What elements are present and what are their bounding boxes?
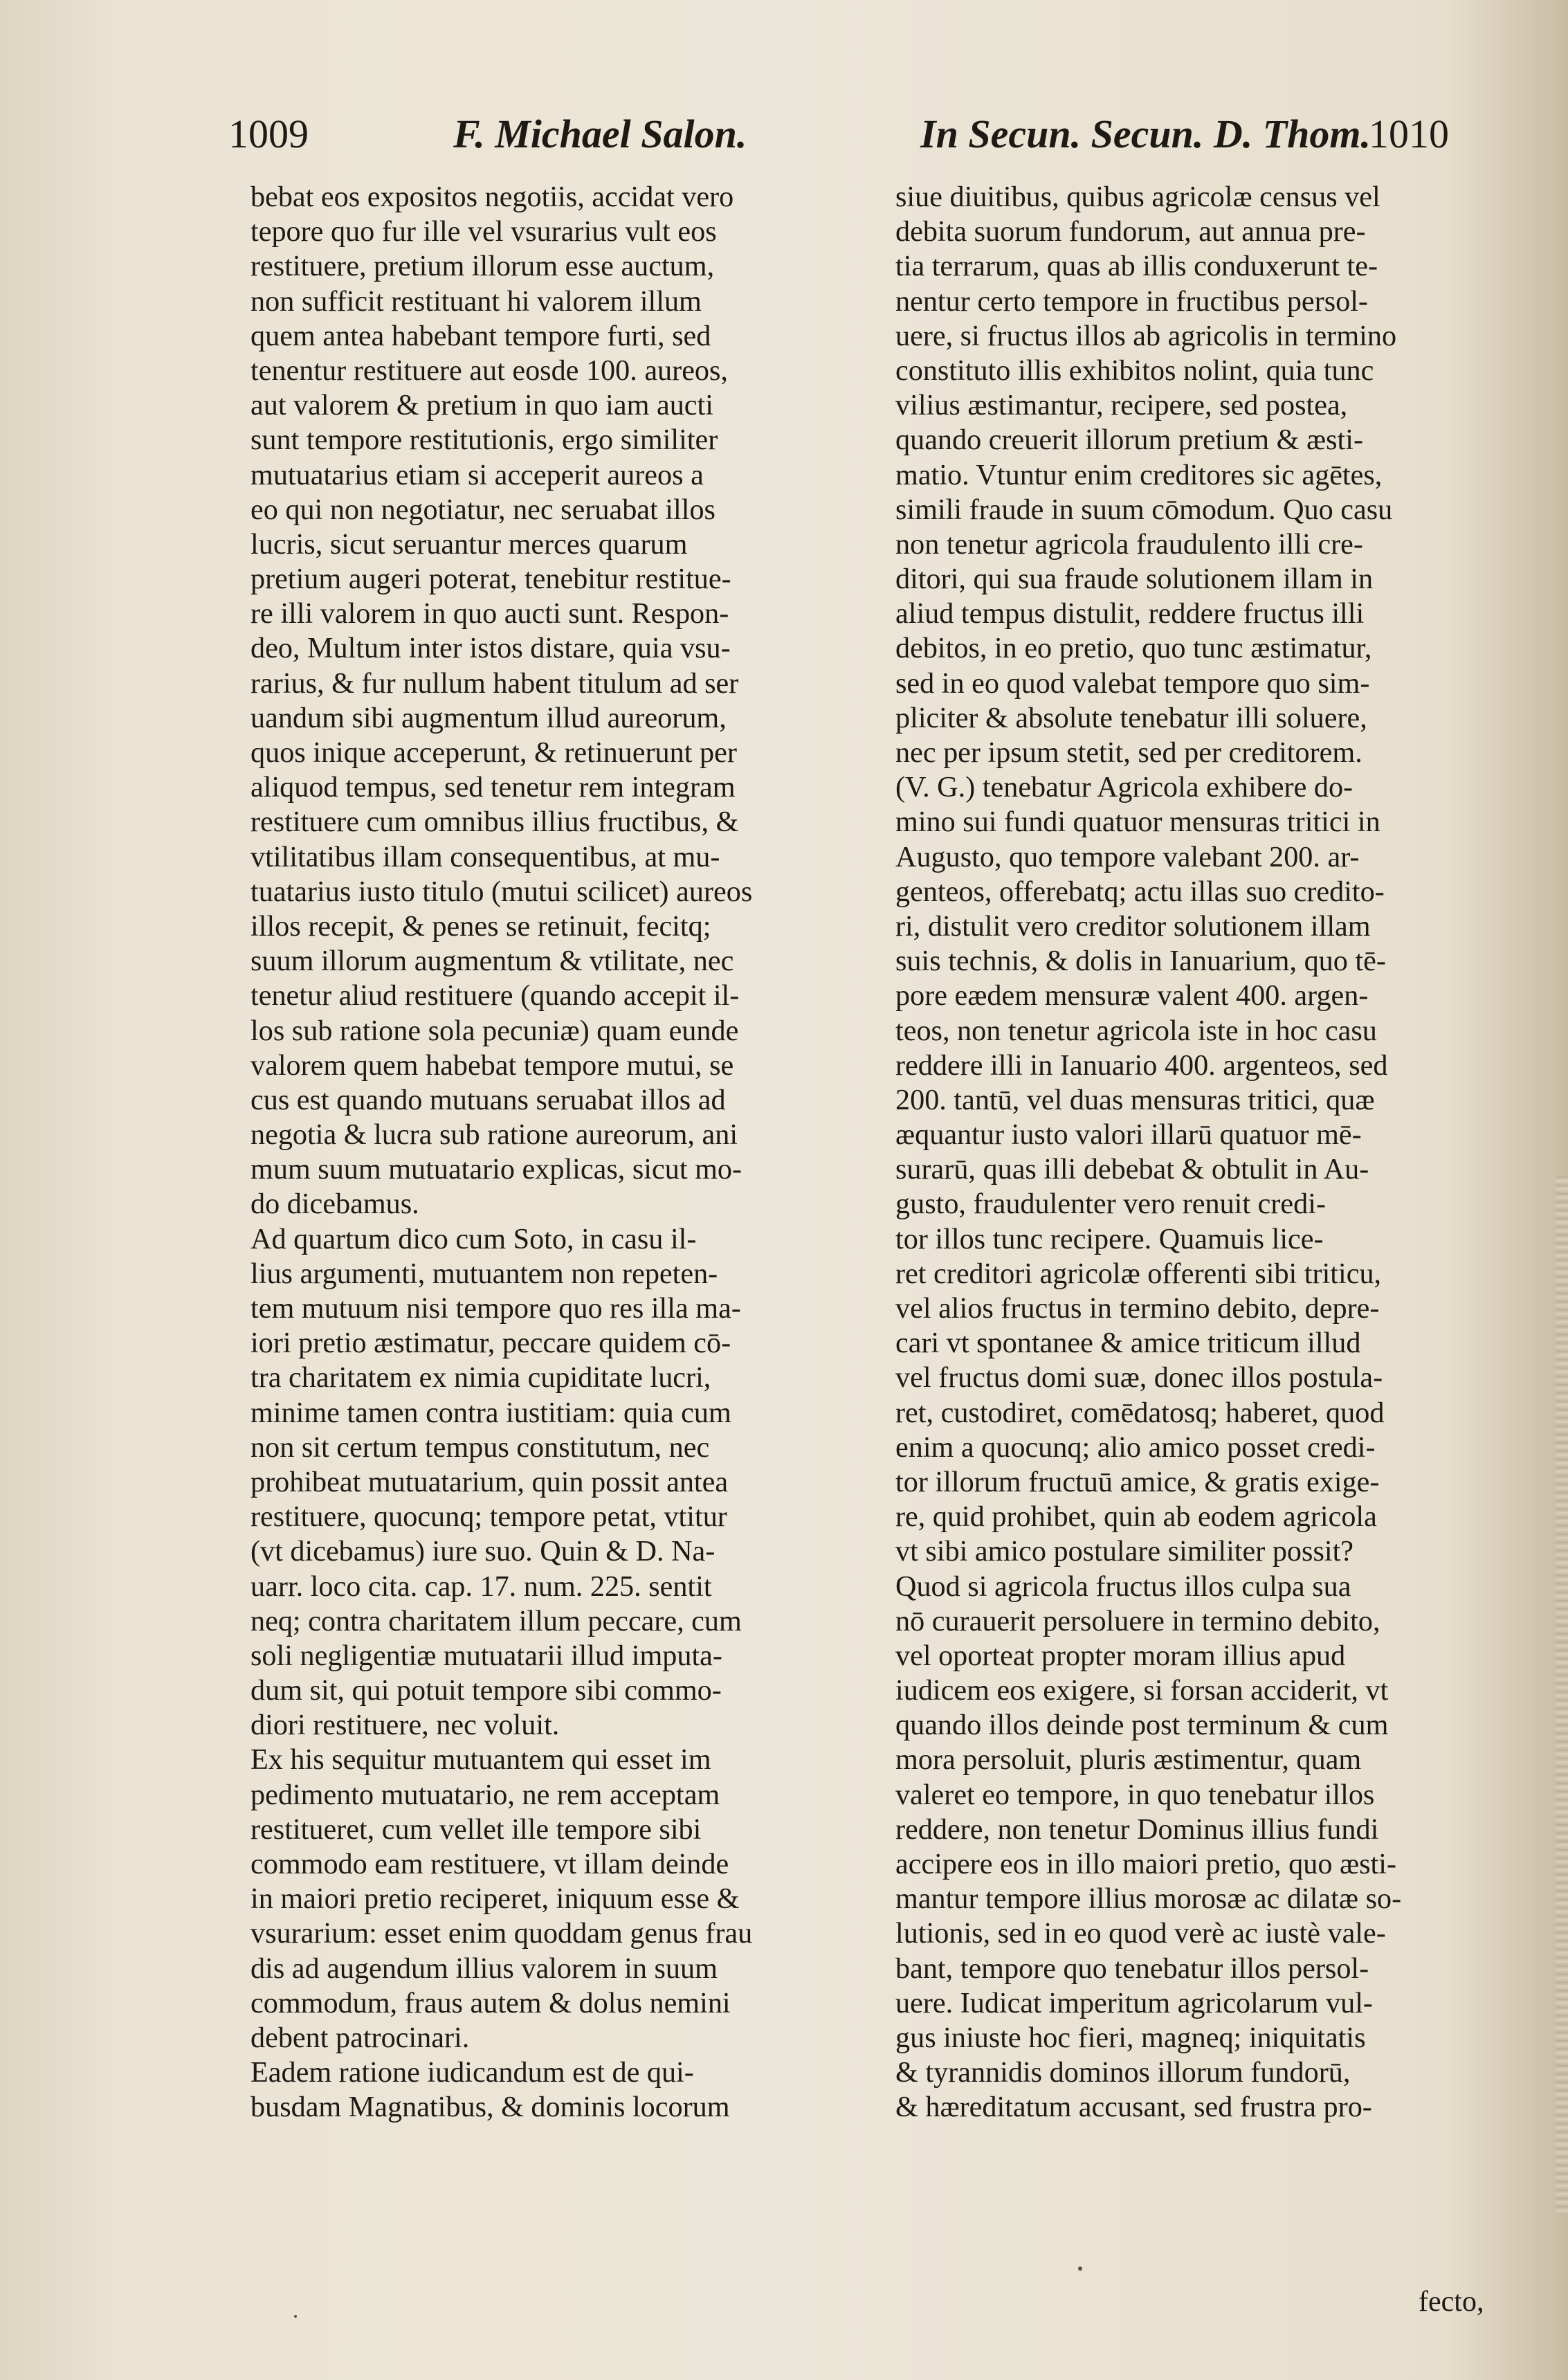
text-line: teos, non tenetur agricola iste in hoc casu <box>895 1014 1377 1047</box>
text-line: Ex his sequitur mutuantem qui esset im <box>250 1743 711 1777</box>
text-line: vsurarium: esset enim quoddam genus frau <box>250 1917 753 1950</box>
text-line: bant, tempore quo tenebatur illos persol- <box>895 1952 1369 1985</box>
text-line: ret, custodiret, comēdatosq; haberet, quod <box>895 1396 1385 1429</box>
text-line: nentur certo tempore in fructibus persol- <box>895 284 1368 318</box>
text-line: non tenetur agricola fraudulento illi cre- <box>895 527 1363 561</box>
text-line: soli negligentiæ mutuatarii illud imputa- <box>250 1639 722 1672</box>
text-line: aut valorem & pretium in quo iam aucti <box>250 389 713 422</box>
text-line: debita suorum fundorum, aut annua pre- <box>895 215 1366 248</box>
text-line: mora persoluit, pluris æstimentur, quam <box>895 1743 1362 1777</box>
text-line: vel alios fructus in termino debito, depre- <box>895 1292 1380 1325</box>
text-line: gus iniuste hoc fieri, magneq; iniquitatis <box>895 2021 1366 2054</box>
text-line: constituto illis exhibitos nolint, quia tunc <box>895 354 1374 387</box>
ink-speck <box>1078 2267 1082 2271</box>
text-line: commodum, fraus autem & dolus nemini <box>250 1986 731 2019</box>
text-line: mum suum mutuatario explicas, sicut mo- <box>250 1153 742 1186</box>
text-line: ditori, qui sua fraude solutionem illam in <box>895 563 1374 596</box>
text-line: pliciter & absolute tenebatur illi soluere, <box>895 701 1367 734</box>
text-line: (vt dicebamus) iure suo. Quin & D. Na- <box>250 1535 715 1568</box>
text-line: & tyrannidis dominos illorum fundorū, <box>895 2056 1351 2089</box>
page-number-right: 1010 <box>1369 111 1449 156</box>
text-line: simili fraude in suum cōmodum. Quo casu <box>895 493 1393 526</box>
text-line: dis ad augendum illius valorem in suum <box>250 1952 718 1985</box>
text-line: non sufficit restituant hi valorem illum <box>250 284 702 318</box>
text-line: vilius æstimantur, recipere, sed postea, <box>895 389 1348 422</box>
text-line: sunt tempore restitutionis, ergo similiter <box>250 424 718 457</box>
text-line: debitos, in eo pretio, quo tunc æstimatur, <box>895 632 1372 665</box>
text-line: do dicebamus. <box>250 1188 419 1221</box>
text-line: suis technis, & dolis in Ianuarium, quo tē- <box>895 945 1386 978</box>
text-line: prohibeat mutuatarium, quin possit antea <box>250 1465 729 1498</box>
text-line: tepore quo fur ille vel vsurarius vult eos <box>250 215 717 248</box>
text-line: lucris, sicut seruantur merces quarum <box>250 527 688 561</box>
catchword: fecto, <box>1419 2286 1484 2318</box>
text-line: siue diuitibus, quibus agricolæ census vel <box>895 181 1380 213</box>
text-line: quem antea habebant tempore furti, sed <box>250 319 711 352</box>
text-line: tenetur aliud restituere (quando accepit il- <box>250 979 740 1012</box>
text-line: deo, Multum inter istos distare, quia vsu- <box>250 632 731 665</box>
text-line: los sub ratione sola pecuniæ) quam eunde <box>250 1014 739 1047</box>
text-line: matio. Vtuntur enim creditores sic agētes, <box>895 458 1383 491</box>
text-line: re illi valorem in quo aucti sunt. Respon- <box>250 597 729 630</box>
text-line: vt sibi amico postulare similiter possit? <box>895 1535 1354 1568</box>
text-line: vtilitatibus illam consequentibus, at mu- <box>250 840 720 873</box>
text-line: gusto, fraudulenter vero renuit credi- <box>895 1188 1327 1221</box>
text-line: nec per ipsum stetit, sed per creditorem. <box>895 736 1362 769</box>
text-line: enim a quocunq; alio amico posset credi- <box>895 1430 1376 1464</box>
header-title-right: In Secun. Secun. D. Thom. <box>920 111 1371 156</box>
text-line: eo qui non negotiatur, nec seruabat illos <box>250 493 715 526</box>
text-line: lius argumenti, mutuantem non repeten- <box>250 1257 718 1290</box>
text-line: neq; contra charitatem illum peccare, cum <box>250 1604 742 1637</box>
text-line: (V. G.) tenebatur Agricola exhibere do- <box>895 771 1353 804</box>
text-line: non sit certum tempus constitutum, nec <box>250 1430 710 1464</box>
text-line: ret creditori agricolæ offerenti sibi triticu, <box>895 1257 1382 1290</box>
text-line: restitueret, cum vellet ille tempore sibi <box>250 1813 702 1846</box>
text-line: vel fructus domi suæ, donec illos postula- <box>895 1361 1383 1395</box>
text-line: suum illorum augmentum & vtilitate, nec <box>250 945 734 978</box>
text-line: tor illos tunc recipere. Quamuis lice- <box>895 1222 1324 1255</box>
text-line: cus est quando mutuans seruabat illos ad <box>250 1083 726 1116</box>
text-line: tuatarius iusto titulo (mutui scilicet) aureos <box>250 875 753 908</box>
text-column-right <box>895 180 1470 2125</box>
text-line: rarius, & fur nullum habent titulum ad ser <box>250 666 739 700</box>
text-line: uandum sibi augmentum illud aureorum, <box>250 701 727 734</box>
running-header <box>0 104 1568 166</box>
text-line: re, quid prohibet, quin ab eodem agricola <box>895 1500 1377 1534</box>
text-line: accipere eos in illo maiori pretio, quo æsti- <box>895 1848 1397 1880</box>
text-line: genteos, offerebatq; actu illas suo credito- <box>895 875 1385 908</box>
text-line: negotia & lucra sub ratione aureorum, ani <box>250 1118 738 1152</box>
text-line: iori pretio æstimatur, peccare quidem cō- <box>250 1327 731 1360</box>
text-line: quando creuerit illorum pretium & æsti- <box>895 424 1364 457</box>
text-line: Augusto, quo tempore valebant 200. ar- <box>895 840 1360 873</box>
text-line: nō curauerit persoluere in termino debito, <box>895 1604 1380 1637</box>
text-line: cari vt spontanee & amice triticum illud <box>895 1327 1361 1360</box>
text-line: tem mutuum nisi tempore quo res illa ma- <box>250 1292 741 1325</box>
text-line: mantur tempore illius morosæ ac dilatæ so- <box>895 1882 1402 1916</box>
header-title-left: F. Michael Salon. <box>453 111 747 156</box>
text-line: uere. Iudicat imperitum agricolarum vul- <box>895 1986 1373 2019</box>
text-line: mino sui fundi quatuor mensuras tritici in <box>895 806 1380 839</box>
text-line: surarū, quas illi debebat & obtulit in Au- <box>895 1153 1369 1186</box>
text-line: ri, distulit vero creditor solutionem illam <box>895 909 1371 943</box>
text-line: æquantur iusto valori illarū quatuor mē- <box>895 1118 1362 1152</box>
text-line: uarr. loco cita. cap. 17. num. 225. sentit <box>250 1570 712 1603</box>
text-line: debent patrocinari. <box>250 2021 470 2054</box>
text-line: dum sit, qui potuit tempore sibi commo- <box>250 1674 722 1707</box>
text-line: valorem quem habebat tempore mutui, se <box>250 1048 734 1082</box>
text-line: quos inique acceperunt, & retinuerunt per <box>250 736 737 769</box>
text-line: uere, si fructus illos ab agricolis in termino <box>895 319 1397 352</box>
text-line: Quod si agricola fructus illos culpa sua <box>895 1570 1351 1603</box>
text-line: restituere cum omnibus illius fructibus, & <box>250 806 739 839</box>
text-line: quando illos deinde post terminum & cum <box>895 1709 1389 1742</box>
text-line: Eadem ratione iudicandum est de qui- <box>250 2056 694 2089</box>
text-line: pedimento mutuatario, ne rem acceptam <box>250 1778 720 1811</box>
text-line: reddere, non tenetur Dominus illius fundi <box>895 1813 1379 1846</box>
text-line: illos recepit, & penes se retinuit, fecitq; <box>250 909 711 943</box>
text-line: aliquod tempus, sed tenetur rem integram <box>250 771 736 804</box>
text-line: aliud tempus distulit, reddere fructus illi <box>895 597 1365 630</box>
text-line: Ad quartum dico cum Soto, in casu il- <box>250 1222 697 1255</box>
text-line: diori restituere, nec voluit. <box>250 1709 560 1742</box>
text-line: tia terrarum, quas ab illis conduxerunt te- <box>895 250 1378 283</box>
text-line: restituere, quocunq; tempore petat, vtitur <box>250 1500 727 1534</box>
text-line: tor illorum fructuū amice, & gratis exige- <box>895 1465 1380 1498</box>
text-line: in maiori pretio reciperet, iniquum esse & <box>250 1882 740 1916</box>
text-line: lutionis, sed in eo quod verè ac iustè vale- <box>895 1917 1386 1950</box>
text-column-left <box>250 180 825 2125</box>
page-edge <box>1556 1177 1568 2215</box>
text-line: pretium augeri poterat, tenebitur restitue- <box>250 563 731 596</box>
text-line: mutuatarius etiam si acceperit aureos a <box>250 458 704 491</box>
text-line: valeret eo tempore, in quo tenebatur illos <box>895 1778 1375 1811</box>
text-line: & hæreditatum accusant, sed frustra pro- <box>895 2091 1372 2124</box>
text-line: restituere, pretium illorum esse auctum, <box>250 250 715 283</box>
text-line: reddere illi in Ianuario 400. argenteos, sed <box>895 1048 1388 1082</box>
ink-speck <box>294 2315 297 2318</box>
text-line: tra charitatem ex nimia cupiditate lucri, <box>250 1361 711 1395</box>
text-line: minime tamen contra iustitiam: quia cum <box>250 1396 731 1429</box>
text-line: pore eædem mensuræ valent 400. argen- <box>895 979 1369 1012</box>
text-line: commodo eam restituere, vt illam deinde <box>250 1848 729 1880</box>
text-line: iudicem eos exigere, si forsan acciderit, vt <box>895 1674 1389 1707</box>
text-line: bebat eos expositos negotiis, accidat vero <box>250 181 734 213</box>
text-line: tenentur restituere aut eosde 100. aureos, <box>250 354 728 387</box>
text-line: 200. tantū, vel duas mensuras tritici, quæ <box>895 1083 1375 1116</box>
page-number-left: 1009 <box>228 111 309 156</box>
text-line: sed in eo quod valebat tempore quo sim- <box>895 666 1370 700</box>
text-line: busdam Magnatibus, & dominis locorum <box>250 2091 730 2124</box>
text-line: vel oporteat propter moram illius apud <box>895 1639 1346 1672</box>
